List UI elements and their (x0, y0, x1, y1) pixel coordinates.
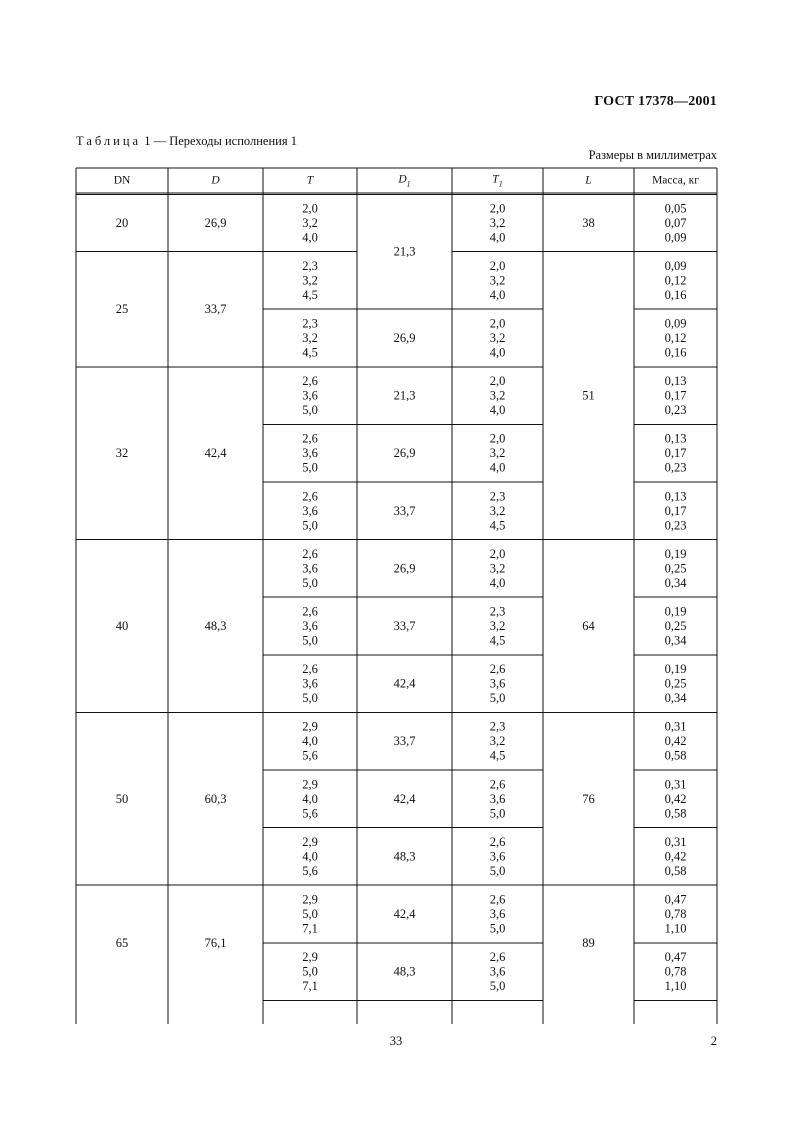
mass-value: 0,42 (664, 791, 687, 806)
header-d1: $D_1$ (398, 173, 411, 188)
t1-value: 3,2 (489, 273, 506, 288)
d-value: 42,4 (204, 446, 227, 461)
d1-value: 26,9 (393, 331, 416, 345)
mass-value: 0,47 (664, 892, 687, 907)
mass-value: 0,17 (664, 446, 687, 461)
t-value: 2,6 (302, 489, 318, 504)
mass-value: 0,34 (664, 691, 687, 706)
mass-value: 1,10 (664, 979, 687, 994)
t1-value: 3,2 (489, 215, 506, 230)
t-value: 5,0 (302, 460, 318, 475)
l-value: 51 (582, 388, 595, 403)
t1-value: 2,0 (489, 316, 506, 331)
d1-value: 33,7 (393, 619, 416, 633)
header-dn: DN (113, 174, 131, 187)
mass-value: 0,13 (664, 489, 687, 504)
t1-value: 3,2 (489, 446, 506, 461)
t-value: 5,6 (302, 748, 318, 763)
t1-value: 4,0 (489, 460, 506, 475)
t1-value: 2,6 (489, 950, 506, 965)
l-value: 89 (582, 935, 595, 950)
t-value: 7,1 (302, 921, 318, 936)
t1-value: 4,5 (489, 748, 506, 763)
t1-value: 5,0 (489, 806, 506, 821)
t-value: 3,2 (302, 273, 318, 288)
d1-value: 48,3 (393, 849, 416, 864)
mass-value: 0,31 (664, 834, 687, 849)
t-value: 5,6 (302, 806, 318, 821)
mass-value: 0,12 (664, 273, 687, 288)
t1-value: 3,6 (489, 907, 506, 921)
t-value: 5,0 (302, 403, 318, 418)
d1-value: 21,3 (393, 388, 416, 403)
t1-value: 5,0 (489, 921, 506, 936)
d-value: 26,9 (204, 215, 227, 230)
t-value: 5,6 (302, 863, 318, 878)
t1-value: 2,0 (489, 374, 506, 389)
t-value: 2,6 (302, 546, 318, 561)
t1-value: 2,6 (489, 892, 506, 907)
t1-value: 4,0 (489, 575, 506, 590)
t1-value: 3,2 (489, 734, 506, 749)
d1-value: 26,9 (393, 561, 416, 576)
t1-value: 3,6 (489, 964, 506, 979)
t-value: 2,9 (302, 777, 318, 792)
t1-value: 3,2 (489, 619, 506, 633)
t-value: 3,2 (302, 331, 318, 345)
t-value: 2,0 (302, 201, 318, 216)
t1-value: 5,0 (489, 863, 506, 878)
mass-value: 0,07 (664, 215, 687, 230)
mass-value: 0,09 (664, 230, 687, 245)
d1-value: 42,4 (393, 791, 416, 806)
t-value: 4,5 (302, 345, 318, 360)
mass-value: 0,34 (664, 633, 687, 648)
t1-value: 2,0 (489, 546, 506, 561)
t1-value: 3,6 (489, 849, 506, 864)
dn-value: 65 (115, 935, 129, 950)
t-value: 2,6 (302, 431, 318, 446)
t1-value: 3,6 (489, 676, 506, 691)
mass-value: 0,19 (664, 662, 687, 677)
t1-value: 2,3 (489, 604, 506, 619)
mass-value: 0,25 (664, 561, 687, 576)
t-value: 2,3 (302, 316, 318, 331)
t-value: 2,9 (302, 892, 318, 907)
d1-value: 48,3 (393, 964, 416, 979)
d-value: 33,7 (204, 302, 227, 317)
header-mass: Масса, кг (652, 174, 699, 187)
caption-prefix: Таблица (76, 134, 142, 148)
d-value: 60,3 (204, 791, 227, 806)
t-value: 2,6 (302, 604, 318, 619)
header-t: T (306, 174, 314, 187)
l-value: 76 (582, 791, 595, 806)
mass-value: 0,12 (664, 331, 687, 345)
t1-value: 3,6 (489, 791, 506, 806)
t-value: 4,0 (302, 849, 318, 864)
t1-value: 3,2 (489, 331, 506, 345)
mass-value: 0,19 (664, 546, 687, 561)
sheet-number: 2 (710, 1034, 717, 1048)
header-t1: $T_1$ (492, 173, 503, 188)
t-value: 3,6 (302, 676, 318, 691)
caption-number: 1 (144, 134, 151, 148)
mass-value: 0,16 (664, 287, 687, 302)
t-value: 5,0 (302, 575, 318, 590)
t-value: 4,0 (302, 230, 318, 245)
t1-value: 3,2 (489, 388, 506, 403)
t-value: 2,9 (302, 950, 318, 965)
mass-value: 0,42 (664, 734, 687, 749)
mass-value: 0,23 (664, 460, 687, 475)
t-value: 7,1 (302, 979, 318, 994)
t1-value: 3,2 (489, 503, 506, 518)
dn-value: 40 (115, 619, 129, 633)
t1-value: 4,0 (489, 403, 506, 418)
mass-value: 0,23 (664, 518, 687, 533)
d1-value: 33,7 (393, 503, 416, 518)
dn-value: 20 (115, 215, 129, 230)
d1-value: 42,4 (393, 907, 416, 921)
t1-value: 2,3 (489, 489, 506, 504)
mass-value: 0,58 (664, 863, 687, 878)
t-value: 4,0 (302, 734, 318, 749)
l-value: 64 (582, 619, 595, 633)
d1-value: 21,3 (393, 244, 416, 259)
t1-value: 2,0 (489, 258, 506, 273)
t-value: 3,2 (302, 215, 318, 230)
t-value: 3,6 (302, 561, 318, 576)
mass-value: 0,17 (664, 503, 687, 518)
page-number: 33 (389, 1034, 403, 1048)
t1-value: 2,6 (489, 777, 506, 792)
d-value: 48,3 (204, 619, 227, 633)
t-value: 2,3 (302, 258, 318, 273)
t1-value: 2,0 (489, 201, 506, 216)
t-value: 4,0 (302, 791, 318, 806)
mass-value: 0,09 (664, 258, 687, 273)
mass-value: 0,13 (664, 374, 687, 389)
t1-value: 2,6 (489, 662, 506, 677)
mass-value: 0,31 (664, 777, 687, 792)
mass-value: 0,78 (664, 964, 687, 979)
t1-value: 4,5 (489, 633, 506, 648)
t1-value: 4,0 (489, 287, 506, 302)
t-value: 3,6 (302, 619, 318, 633)
t-value: 5,0 (302, 964, 318, 979)
header-l: L (585, 174, 592, 187)
caption-text: — Переходы исполнения 1 (150, 134, 297, 148)
t-value: 2,9 (302, 719, 318, 734)
t-value: 3,6 (302, 446, 318, 461)
l-value: 38 (582, 215, 595, 230)
t-value: 5,0 (302, 518, 318, 533)
t1-value: 3,2 (489, 561, 506, 576)
document-code: ГОСТ 17378—2001 (594, 94, 717, 109)
mass-value: 0,09 (664, 316, 687, 331)
mass-value: 0,58 (664, 748, 687, 763)
mass-value: 0,23 (664, 403, 687, 418)
t1-value: 4,0 (489, 345, 506, 360)
t-value: 2,6 (302, 374, 318, 389)
t1-value: 5,0 (489, 979, 506, 994)
header-d: D (211, 174, 220, 187)
t-value: 4,5 (302, 287, 318, 302)
mass-value: 0,34 (664, 575, 687, 590)
t-value: 2,9 (302, 834, 318, 849)
mass-value: 0,25 (664, 676, 687, 691)
mass-value: 0,25 (664, 619, 687, 633)
dn-value: 32 (115, 446, 129, 461)
mass-value: 1,10 (664, 921, 687, 936)
t-value: 3,6 (302, 503, 318, 518)
t1-value: 5,0 (489, 691, 506, 706)
d1-value: 33,7 (393, 734, 416, 749)
d1-value: 26,9 (393, 446, 416, 461)
d-value: 76,1 (204, 935, 227, 950)
mass-value: 0,05 (664, 201, 687, 216)
t1-value: 4,0 (489, 230, 506, 245)
units-note: Размеры в миллиметрах (588, 148, 717, 162)
t-value: 5,0 (302, 633, 318, 648)
t1-value: 2,3 (489, 719, 506, 734)
mass-value: 0,31 (664, 719, 687, 734)
dn-value: 50 (115, 791, 129, 806)
mass-value: 0,47 (664, 950, 687, 965)
dn-value: 25 (115, 302, 129, 317)
d1-value: 42,4 (393, 676, 416, 691)
t-value: 5,0 (302, 907, 318, 921)
mass-value: 0,13 (664, 431, 687, 446)
mass-value: 0,78 (664, 907, 687, 921)
mass-value: 0,42 (664, 849, 687, 864)
mass-value: 0,19 (664, 604, 687, 619)
t-value: 5,0 (302, 691, 318, 706)
t-value: 3,6 (302, 388, 318, 403)
t1-value: 2,6 (489, 834, 506, 849)
mass-value: 0,16 (664, 345, 687, 360)
t-value: 2,6 (302, 662, 318, 677)
mass-value: 0,58 (664, 806, 687, 821)
t1-value: 4,5 (489, 518, 506, 533)
mass-value: 0,17 (664, 388, 687, 403)
t1-value: 2,0 (489, 431, 506, 446)
